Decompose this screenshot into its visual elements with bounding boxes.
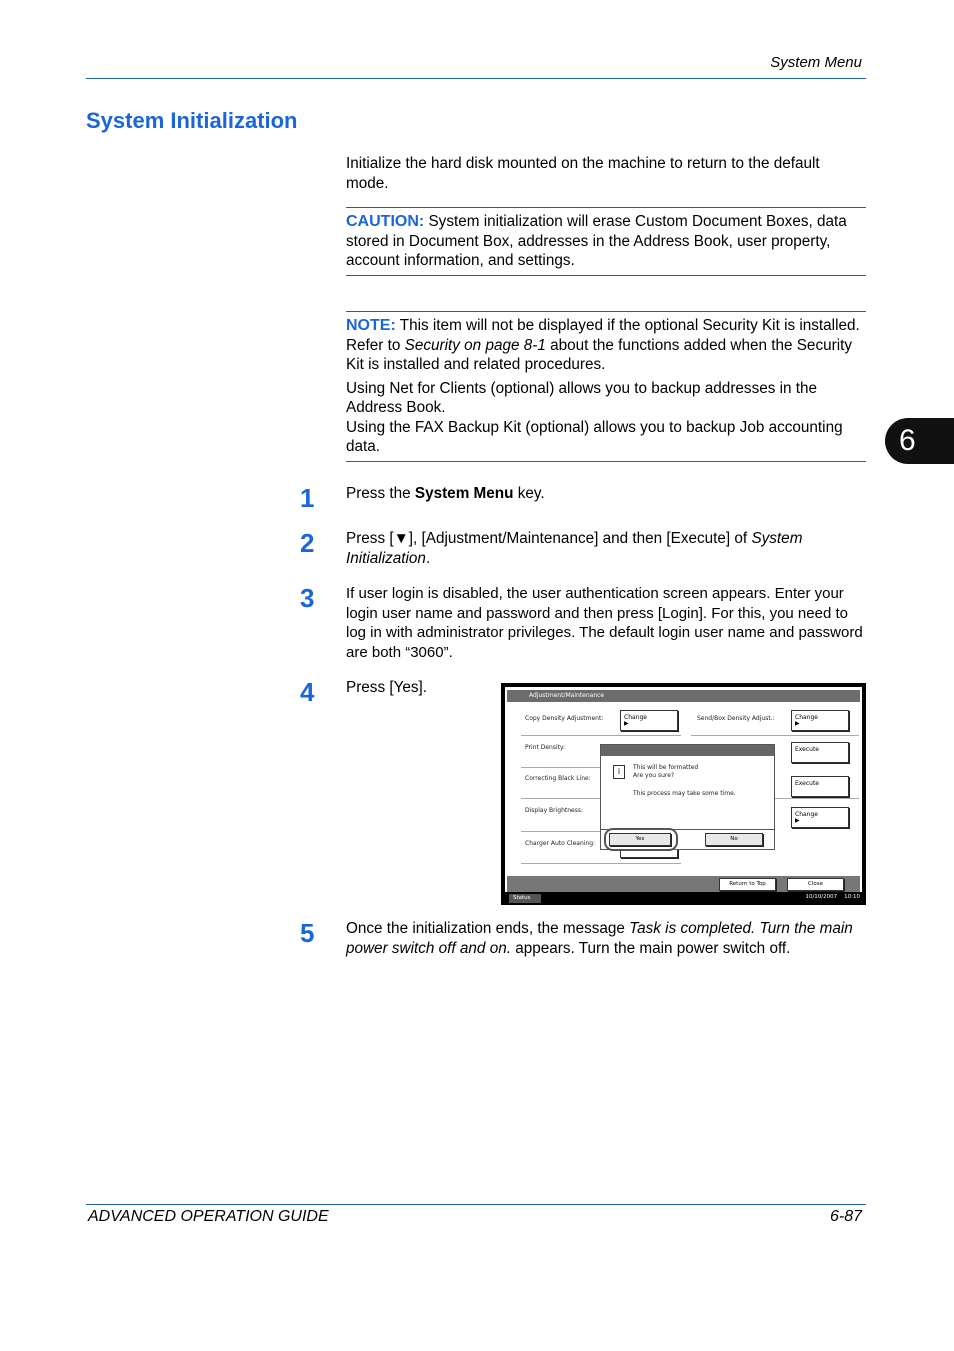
status-button[interactable]: Status: [509, 894, 541, 903]
note-paragraph-3: Using the FAX Backup Kit (optional) allows you to backup Job accounting data.: [346, 418, 843, 455]
step-text: Press [▼], [Adjustment/Maintenance] and then [Execute] of: [346, 530, 748, 547]
step-2-text: [346, 529, 866, 568]
row-separator: [521, 831, 601, 832]
arrow-right-icon: ▶: [795, 720, 800, 727]
note-paragraph-2: Using Net for Clients (optional) allows you to backup addresses in the Address Book.: [346, 379, 818, 416]
caution-top-rule: [346, 207, 866, 208]
step-italic-term: System Initialization: [346, 530, 803, 567]
row-separator: [773, 798, 859, 799]
step-text: appears. Turn the main power switch off.: [515, 939, 791, 957]
button-label: Change: [795, 714, 818, 721]
step-text: .: [425, 549, 431, 567]
charger-auto-cleaning-label: Charger Auto Cleaning:: [525, 840, 596, 847]
button-label: Execute: [795, 780, 819, 787]
row-separator: [691, 735, 859, 736]
row-separator: [521, 863, 681, 864]
note-bottom-rule: [346, 461, 866, 462]
step-number: 3: [300, 583, 315, 613]
note-label: NOTE:: [346, 317, 396, 334]
header-rule: [86, 78, 866, 79]
caution-text: System initialization will erase Custom Document Boxes, data stored in Document Box, addresses in the Address Book, user property, account information, and settings.: [346, 213, 847, 269]
send-box-density-label: Send/Box Density Adjust.:: [697, 715, 775, 722]
step-text: key.: [517, 485, 545, 502]
arrow-right-icon: ▶: [624, 720, 629, 727]
page-title: System Initialization: [86, 108, 298, 133]
note-box: [346, 316, 866, 457]
panel-screenshot: [501, 683, 866, 905]
panel-bottom-bar: [507, 876, 860, 892]
note-text-a: This item will not be displayed if the optional Security Kit is installed. Refer to: [346, 317, 860, 354]
button-label: Execute: [795, 746, 819, 753]
correcting-black-line-execute-button[interactable]: [791, 776, 849, 797]
info-icon: i: [613, 765, 625, 779]
display-brightness-change-button[interactable]: [791, 807, 849, 828]
copy-density-change-button[interactable]: [620, 710, 678, 731]
dialog-message-3: This process may take some time.: [633, 790, 736, 797]
caution-label: CAUTION:: [346, 213, 425, 230]
note-top-rule: [346, 311, 866, 312]
panel-status-bar: [501, 892, 866, 905]
panel-title-bar: Adjustment/Maintenance: [507, 690, 860, 702]
close-button[interactable]: Close: [787, 878, 844, 891]
page-number: 6-87: [829, 1208, 862, 1225]
step-3-text: If user login is disabled, the user authentication screen appears. Enter your login user name and password and then press [Login]. For this, you need to log in with administrator privileges. The default login user name and password are both “3060”.: [346, 585, 863, 661]
date-time: 10/10/2007 10:10: [805, 894, 860, 900]
step-italic-message: Task is completed. Turn the main power switch off and on.: [346, 920, 853, 957]
row-separator: [521, 767, 601, 768]
display-brightness-label: Display Brightness:: [525, 807, 584, 814]
no-button[interactable]: No: [705, 833, 763, 846]
dialog-message-1: This will be formatted: [633, 764, 699, 771]
step-number: 4: [300, 677, 315, 707]
panel-screen: [505, 687, 862, 892]
step-text: Press the: [346, 485, 411, 502]
step-number: 1: [300, 483, 315, 513]
step-number: 2: [300, 528, 315, 558]
copy-density-label: Copy Density Adjustment:: [525, 715, 604, 722]
intro-paragraph: Initialize the hard disk mounted on the machine to return to the default mode.: [346, 155, 820, 192]
caution-bottom-rule: [346, 275, 866, 276]
row-separator: [521, 798, 601, 799]
yes-button[interactable]: Yes: [609, 833, 671, 846]
dialog-message-2: Are you sure?: [633, 772, 675, 779]
note-text-b: about the functions added when the Security Kit is installed and related procedures.: [346, 336, 852, 373]
footer-guide-title: ADVANCED OPERATION GUIDE: [88, 1208, 329, 1225]
step-number: 5: [300, 918, 315, 948]
step-key-name: System Menu: [414, 485, 514, 502]
row-separator: [521, 735, 681, 736]
button-label: Change: [624, 714, 647, 721]
arrow-right-icon: ▶: [795, 817, 800, 824]
step-5-text: [346, 919, 866, 958]
step-text: Once the initialization ends, the message: [346, 920, 625, 937]
send-box-density-change-button[interactable]: [791, 710, 849, 731]
step-4-text: Press [Yes].: [346, 679, 428, 696]
step-1-text: [346, 484, 866, 504]
confirm-dialog: [600, 744, 775, 850]
note-reference: Security on page 8-1: [404, 336, 546, 354]
correcting-black-line-label: Correcting Black Line:: [525, 775, 591, 782]
print-density-label: Print Density:: [525, 744, 566, 751]
dialog-title-bar: [601, 745, 774, 756]
running-header: System Menu: [770, 54, 862, 71]
caution-box: [346, 212, 866, 271]
button-label: Change: [795, 811, 818, 818]
chapter-tab: 6: [885, 418, 954, 464]
return-to-top-button[interactable]: Return to Top: [719, 878, 776, 891]
print-density-execute-button[interactable]: [791, 742, 849, 763]
footer-rule: [86, 1204, 866, 1205]
